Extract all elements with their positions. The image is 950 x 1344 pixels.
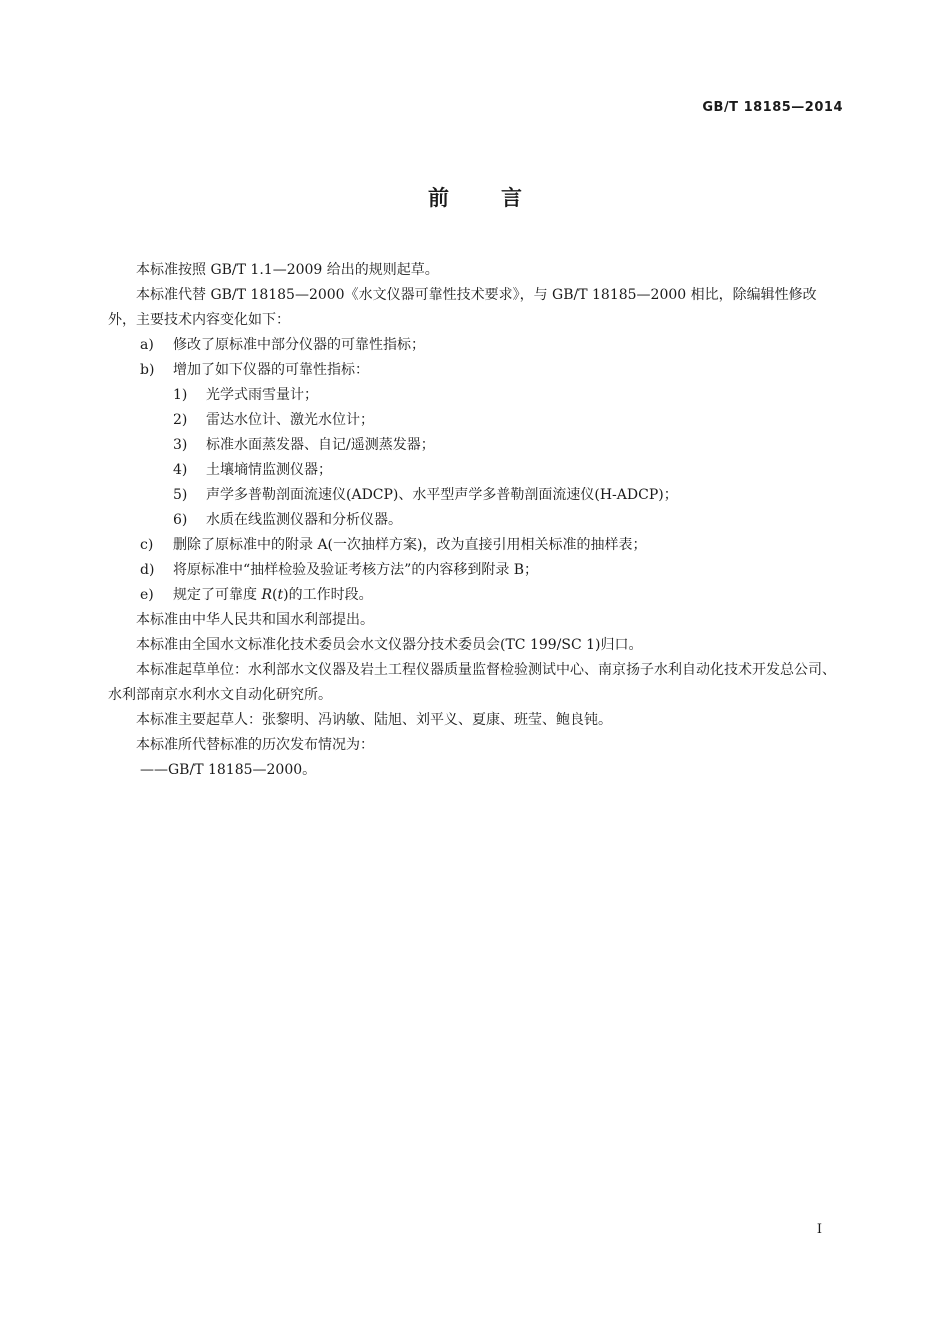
page-title: 前言	[428, 186, 574, 210]
list-item-label: d)	[140, 562, 155, 578]
page-number: I	[816, 1222, 822, 1237]
list-item-text: 修改了原标准中部分仪器的可靠性指标；	[173, 337, 425, 353]
paragraph-drafting-rules: 本标准按照 GB/T 1.1—2009 给出的规则起草。	[136, 262, 439, 278]
sub-list-item	[108, 458, 844, 483]
list-item	[108, 358, 844, 383]
sub-list-item	[108, 508, 844, 533]
sub-list-item-label: 5)	[173, 487, 188, 503]
list-item-text: 将原标准中“抽样检验及验证考核方法”的内容移到附录 B；	[173, 562, 539, 578]
list-item-text: 规定了可靠度	[173, 587, 262, 603]
sub-list-item-text: 雷达水位计、激光水位计；	[206, 412, 374, 428]
sub-list-item-label: 1)	[173, 387, 188, 403]
paragraph-replacement: 本标准代替 GB/T 18185—2000《水文仪器可靠性技术要求》，与 GB/T 18185—2000 相比，除编辑性修改外，主要技术内容变化如下：	[108, 287, 817, 328]
paragraph-history-intro: 本标准所代替标准的历次发布情况为：	[136, 737, 374, 753]
list-item-text-end: )的工作时段。	[283, 587, 373, 603]
sub-list-item-label: 4)	[173, 462, 188, 478]
list-item-label: e)	[140, 587, 154, 603]
sub-list-item-text: 土壤墒情监测仪器；	[206, 462, 332, 478]
sub-list-item-label: 3)	[173, 437, 188, 453]
list-item-label: b)	[140, 362, 155, 378]
list-item	[108, 333, 844, 358]
paragraph-proposed-by: 本标准由中华人民共和国水利部提出。	[136, 612, 374, 628]
list-item-text: 删除了原标准中的附录 A(一次抽样方案)，改为直接引用相关标准的抽样表；	[173, 537, 647, 553]
paren-open: (	[272, 587, 278, 603]
sub-list-item-text: 水质在线监测仪器和分析仪器。	[206, 512, 402, 528]
list-item	[108, 533, 844, 558]
list-item-label: a)	[140, 337, 154, 353]
list-item-label: c)	[140, 537, 154, 553]
list-item	[108, 583, 844, 608]
standard-number: GB/T 18185—2014	[702, 100, 843, 115]
sub-list-item-label: 2)	[173, 412, 188, 428]
sub-list-item-label: 6)	[173, 512, 188, 528]
time-variable: t	[277, 587, 284, 603]
reliability-variable: R	[261, 587, 272, 603]
paragraph-under-jurisdiction: 本标准由全国水文标准化技术委员会水文仪器分技术委员会(TC 199/SC 1)归口。	[136, 637, 643, 653]
sub-list-item	[108, 383, 844, 408]
sub-list-item-text: 声学多普勒剖面流速仪(ADCP)、水平型声学多普勒剖面流速仪(H-ADCP)；	[206, 487, 678, 503]
sub-list-item	[108, 408, 844, 433]
sub-list-item-text: 标准水面蒸发器、自记/遥测蒸发器；	[206, 437, 435, 453]
sub-list-item	[108, 433, 844, 458]
paragraph-drafters: 本标准主要起草人：张黎明、冯讷敏、陆旭、刘平义、夏康、班莹、鲍良钝。	[136, 712, 612, 728]
sub-list-item	[108, 483, 844, 508]
paragraph-drafting-units: 本标准起草单位：水利部水文仪器及岩土工程仪器质量监督检验测试中心、南京扬子水利自动化技术开发总公司、水利部南京水利水文自动化研究所。	[108, 662, 836, 703]
foreword-body	[108, 258, 844, 783]
sub-list-item-text: 光学式雨雪量计；	[206, 387, 318, 403]
list-item-text: 增加了如下仪器的可靠性指标：	[173, 362, 369, 378]
history-item: ——GB/T 18185—2000。	[140, 762, 317, 778]
list-item	[108, 558, 844, 583]
